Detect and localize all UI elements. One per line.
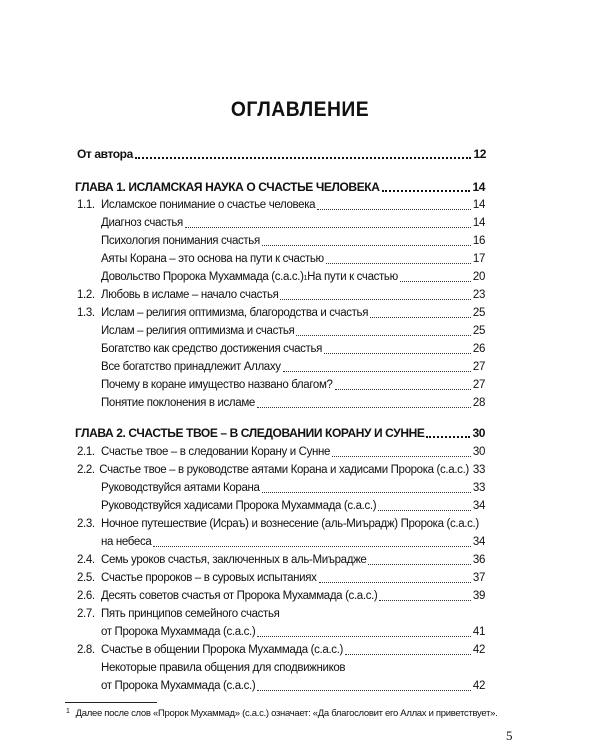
toc-section-number: 2.1.: [77, 446, 95, 458]
toc-section-2-6[interactable]: [77, 587, 485, 605]
toc-section-2-4[interactable]: [77, 551, 485, 569]
toc-entry-label: Ислам – религия оптимизма и счастья: [101, 325, 295, 337]
leader-dots: [153, 545, 470, 547]
footnote-marker: 1: [66, 708, 70, 715]
toc-page-number: 30: [472, 446, 485, 458]
toc-entry-label: Счастье пророков – в суровых испытаниях: [101, 572, 317, 584]
toc-page-number: 17: [472, 253, 485, 265]
toc-entry-label: Руководствуйся аятами Корана: [101, 482, 260, 494]
toc-page-number: 14: [472, 217, 485, 229]
toc-entry-label: Руководствуйся хадисами Пророка Мухаммада (с.а.с.): [101, 500, 377, 512]
leader-dots: [370, 316, 471, 318]
toc-page-number: 42: [472, 680, 485, 692]
leader-dots: [324, 352, 471, 354]
toc-entry-label: на небеса: [101, 536, 152, 548]
toc-page-number: 20: [472, 271, 485, 283]
toc-entry-author[interactable]: [77, 145, 486, 163]
toc-entry-label: Все богатство принадлежит Аллаху: [101, 361, 281, 373]
toc-section-number: 2.7.: [77, 608, 95, 620]
leader-dots: [262, 244, 471, 246]
leader-dots: [319, 581, 471, 583]
toc-subsection[interactable]: [101, 322, 485, 340]
toc-subsection[interactable]: [101, 214, 485, 232]
toc-page-number: 25: [472, 325, 485, 337]
toc-subsection[interactable]: [101, 358, 485, 376]
leader-dots: [280, 298, 470, 300]
toc-page-number: 14: [472, 180, 485, 194]
leader-dots: [185, 226, 471, 228]
toc-entry-continuation[interactable]: [101, 677, 485, 695]
toc-entry-label: Понятие поклонения в исламе: [101, 397, 255, 409]
toc-page-number: 28: [472, 397, 485, 409]
toc-page-number: 27: [472, 361, 485, 373]
toc-page-number: 12: [473, 147, 486, 161]
toc-section-2-2[interactable]: [77, 461, 485, 479]
toc-section-1-2[interactable]: [77, 286, 485, 304]
toc-entry-label: ГЛАВА 2. СЧАСТЬЕ ТВОЕ – В СЛЕДОВАНИИ КОРАНУ И СУННЕ: [75, 426, 425, 440]
toc-entry-label: Любовь в исламе – начало счастья: [101, 289, 279, 301]
toc-page-number: 25: [472, 307, 485, 319]
toc-subsection[interactable]: [101, 497, 485, 515]
toc-section-number: 2.4.: [77, 554, 95, 566]
page-number: 5: [506, 728, 513, 743]
toc-entry-label: Диагноз счастья: [101, 217, 183, 229]
toc-entry-label: от Пророка Мухаммада (с.а.с.): [101, 626, 256, 638]
toc-section-2-8[interactable]: [77, 641, 485, 659]
toc-entry-label: Семь уроков счастья, заключенных в аль-Миърадже: [101, 554, 367, 566]
toc-section-number: 2.6.: [77, 590, 95, 602]
toc-section-1-3[interactable]: [77, 304, 485, 322]
toc-entry-label: Счастье твое – в следовании Корану и Сунне: [101, 446, 331, 458]
leader-dots: [281, 618, 483, 619]
toc-entry-label-continued: На пути к счастью: [307, 271, 398, 283]
toc-section-number: 2.2.: [77, 464, 95, 476]
toc-page-number: 26: [472, 343, 485, 355]
leader-dots: [481, 528, 483, 529]
toc-page-number: 27: [472, 379, 485, 391]
toc-entry-label: Некоторые правила общения для сподвижников: [101, 662, 346, 674]
toc-section-1-1[interactable]: [77, 196, 485, 214]
leader-dots: [382, 189, 471, 192]
toc-entry-continuation[interactable]: [101, 623, 485, 641]
footnote-separator: [65, 702, 157, 703]
footnote-reference[interactable]: 1: [303, 275, 308, 282]
toc-page-number: 30: [472, 426, 485, 440]
toc-section-2-7[interactable]: [77, 605, 485, 623]
footnote-text: Далее после слов «Пророк Мухаммад» (с.а.с.) означает: «Да благословит его Аллах и приветствует».: [75, 708, 498, 719]
toc-page-number: 42: [472, 644, 485, 656]
toc-entry-label: Счастье в общении Пророка Мухаммада (с.а.с.): [101, 644, 344, 656]
leader-dots: [262, 491, 471, 493]
leader-dots: [317, 208, 471, 210]
toc-subsection[interactable]: [101, 479, 485, 497]
leader-dots: [326, 262, 471, 264]
leader-dots: [335, 388, 471, 390]
toc-entry-label: Ислам – религия оптимизма, благородства и счастья: [101, 307, 369, 319]
toc-page-number: 33: [472, 482, 485, 494]
leader-dots: [257, 635, 471, 637]
toc-page-number: 14: [472, 199, 485, 211]
toc-subsection[interactable]: [101, 394, 485, 412]
toc-page-number: 41: [472, 626, 485, 638]
leader-dots: [257, 406, 471, 408]
toc-entry-label: Почему в коране имущество названо благом?: [101, 379, 333, 391]
toc-entry-label: Ночное путешествие (Исраъ) и вознесение (аль-Миърадж) Пророка (с.а.с.): [101, 518, 479, 530]
toc-entry-label: Психология понимания счастья: [101, 235, 260, 247]
page-title: ОГЛАВЛЕНИЕ: [230, 98, 370, 121]
toc-chapter-1[interactable]: [75, 178, 485, 196]
toc-entry-label: Богатство как средство достижения счастья: [101, 343, 322, 355]
leader-dots: [378, 509, 471, 511]
toc-page-number: 37: [472, 572, 485, 584]
leader-dots: [368, 563, 470, 565]
leader-dots: [332, 455, 471, 457]
toc-chapter-2[interactable]: [75, 424, 485, 442]
leader-dots: [283, 370, 471, 372]
toc-entry-label: Пять принципов семейного счастья: [101, 608, 280, 620]
toc-entry-label: Десять советов счастья от Пророка Мухаммада (с.а.с.): [101, 590, 378, 602]
leader-dots: [135, 156, 472, 159]
toc-subsection[interactable]: [101, 376, 485, 394]
toc-page-number: 16: [472, 235, 485, 247]
toc-subsection[interactable]: [101, 340, 485, 358]
toc-page-number: 23: [472, 289, 485, 301]
toc-entry-label: Довольство Пророка Мухаммада (с.а.с.): [101, 271, 304, 283]
toc-section-number: 2.8.: [77, 644, 95, 656]
leader-dots: [347, 672, 483, 673]
footnote: [66, 708, 546, 719]
toc-entry-label: ГЛАВА 1. ИСЛАМСКАЯ НАУКА О СЧАСТЬЕ ЧЕЛОВЕКА: [75, 180, 380, 194]
toc-section-number: 2.5.: [77, 572, 95, 584]
toc-subsection[interactable]: [101, 268, 485, 286]
leader-dots: [257, 689, 471, 691]
toc-section-number: 1.1.: [77, 199, 95, 211]
toc-entry-label: Счастье твое – в руководстве аятами Корана и хадисами Пророка (с.а.с.): [99, 464, 469, 476]
toc-entry-label: от Пророка Мухаммада (с.а.с.): [101, 680, 256, 692]
toc-page-number: 34: [472, 536, 485, 548]
toc-page-number: 33: [472, 464, 485, 476]
toc-section-2-3[interactable]: [77, 515, 485, 533]
leader-dots: [400, 280, 471, 282]
toc-section-2-1[interactable]: [77, 443, 485, 461]
leader-dots: [345, 653, 471, 655]
toc-entry-continuation[interactable]: [101, 533, 485, 551]
toc-subsection[interactable]: [101, 659, 485, 677]
leader-dots: [426, 435, 470, 438]
leader-dots: [379, 599, 470, 601]
toc-section-number: 2.3.: [77, 518, 95, 530]
toc-page-number: 36: [472, 554, 485, 566]
leader-dots: [296, 334, 470, 336]
toc-page-number: 39: [472, 590, 485, 602]
toc-subsection[interactable]: [101, 250, 485, 268]
toc-subsection[interactable]: [101, 232, 485, 250]
toc-page-number: 34: [472, 500, 485, 512]
toc-entry-label: От автора: [77, 147, 133, 161]
toc-section-number: 1.3.: [77, 307, 95, 319]
toc-section-number: 1.2.: [77, 289, 95, 301]
toc-entry-label: Аяты Корана – это основа на пути к счастью: [101, 253, 324, 265]
toc-entry-label: Исламское понимание о счастье человека: [101, 199, 316, 211]
toc-section-2-5[interactable]: [77, 569, 485, 587]
